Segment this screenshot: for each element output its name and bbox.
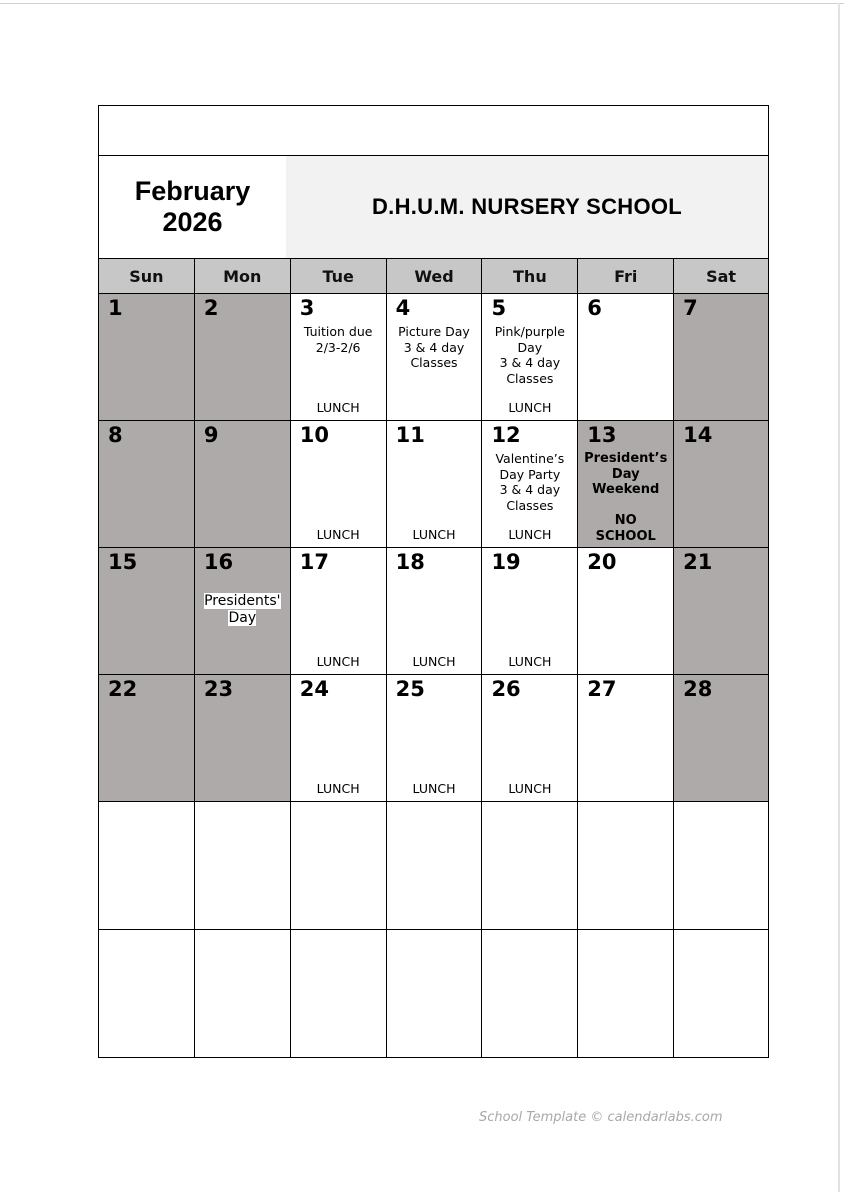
day-cell-12[interactable] bbox=[482, 421, 578, 548]
lunch-label: LUNCH bbox=[316, 527, 360, 542]
day-cell-26[interactable] bbox=[482, 675, 578, 802]
calendar-header bbox=[98, 156, 769, 258]
day-number: 21 bbox=[683, 550, 713, 574]
event-note: Valentine’s Day Party 3 & 4 day Classes bbox=[495, 451, 565, 513]
day-number: 12 bbox=[491, 423, 521, 447]
lunch-label: LUNCH bbox=[412, 654, 456, 669]
weekday-fri: Fri bbox=[578, 259, 674, 294]
day-cell-27[interactable] bbox=[578, 675, 674, 802]
empty-day-cell bbox=[195, 802, 291, 930]
holiday-label-line: Day bbox=[228, 610, 257, 626]
weekday-thu: Thu bbox=[482, 259, 578, 294]
page-top-edge bbox=[0, 3, 844, 4]
day-number: 25 bbox=[395, 677, 425, 701]
day-cell-28[interactable] bbox=[674, 675, 769, 802]
day-cell-10[interactable] bbox=[291, 421, 387, 548]
day-cell-18[interactable] bbox=[387, 548, 483, 675]
day-cell-14[interactable] bbox=[674, 421, 769, 548]
day-number: 18 bbox=[395, 550, 425, 574]
weekday-header-row bbox=[99, 259, 769, 294]
day-number: 26 bbox=[491, 677, 521, 701]
event-note: Pink/purple Day 3 & 4 day Classes bbox=[494, 324, 565, 386]
day-cell-2[interactable] bbox=[195, 294, 291, 421]
day-number: 1 bbox=[108, 296, 123, 320]
weekday-tue: Tue bbox=[291, 259, 387, 294]
day-number: 22 bbox=[108, 677, 138, 701]
weekday-wed: Wed bbox=[387, 259, 483, 294]
day-cell-3[interactable] bbox=[291, 294, 387, 421]
lunch-label: LUNCH bbox=[508, 781, 552, 796]
calendar bbox=[98, 105, 769, 1058]
week-row bbox=[99, 294, 769, 421]
calendar-banner bbox=[98, 105, 769, 156]
empty-day-cell bbox=[99, 930, 195, 1058]
day-number: 13 bbox=[587, 423, 617, 447]
month-title bbox=[99, 156, 286, 258]
day-cell-4[interactable] bbox=[387, 294, 483, 421]
empty-day-cell bbox=[291, 802, 387, 930]
day-number: 8 bbox=[108, 423, 123, 447]
day-cell-6[interactable] bbox=[578, 294, 674, 421]
day-cell-1[interactable] bbox=[99, 294, 195, 421]
day-number: 4 bbox=[395, 296, 411, 320]
empty-day-cell bbox=[674, 802, 769, 930]
lunch-label: LUNCH bbox=[316, 781, 360, 796]
day-cell-15[interactable] bbox=[99, 548, 195, 675]
empty-day-cell bbox=[674, 930, 769, 1058]
day-number: 5 bbox=[491, 296, 507, 320]
day-number: 9 bbox=[203, 423, 219, 447]
day-cell-16[interactable] bbox=[195, 548, 291, 675]
day-cell-8[interactable] bbox=[99, 421, 195, 548]
day-cell-23[interactable] bbox=[195, 675, 291, 802]
empty-day-cell bbox=[578, 930, 674, 1058]
month-name: February bbox=[134, 176, 251, 206]
calendar-grid bbox=[98, 258, 769, 1058]
day-number: 2 bbox=[203, 296, 219, 320]
day-number: 28 bbox=[683, 677, 713, 701]
holiday-label-line: Presidents' bbox=[204, 593, 281, 609]
week-row bbox=[99, 930, 769, 1058]
lunch-label: LUNCH bbox=[508, 654, 552, 669]
month-year: 2026 bbox=[162, 207, 223, 237]
lunch-label: LUNCH bbox=[508, 400, 552, 415]
weekday-sat: Sat bbox=[674, 259, 769, 294]
lunch-label: LUNCH bbox=[316, 654, 360, 669]
empty-day-cell bbox=[99, 802, 195, 930]
empty-day-cell bbox=[482, 802, 578, 930]
footer-credit: School Template © calendarlabs.com bbox=[479, 1110, 723, 1125]
day-number: 6 bbox=[587, 296, 602, 320]
empty-day-cell bbox=[291, 930, 387, 1058]
empty-day-cell bbox=[387, 930, 483, 1058]
day-cell-19[interactable] bbox=[482, 548, 578, 675]
day-number: 10 bbox=[299, 423, 329, 447]
holiday-note: President’s Day Weekend NO SCHOOL bbox=[584, 451, 668, 544]
day-number: 14 bbox=[683, 423, 713, 447]
day-number: 16 bbox=[203, 550, 234, 574]
week-row bbox=[99, 802, 769, 930]
day-cell-9[interactable] bbox=[195, 421, 291, 548]
day-number: 3 bbox=[299, 296, 315, 320]
empty-day-cell bbox=[578, 802, 674, 930]
event-note: Tuition due 2/3-2/6 bbox=[303, 324, 373, 355]
holiday-label bbox=[195, 593, 290, 627]
school-name: D.H.U.M. NURSERY SCHOOL bbox=[286, 156, 768, 258]
lunch-label: LUNCH bbox=[508, 527, 552, 542]
week-row bbox=[99, 675, 769, 802]
day-cell-5[interactable] bbox=[482, 294, 578, 421]
day-number: 20 bbox=[587, 550, 617, 574]
day-number: 17 bbox=[299, 550, 329, 574]
empty-day-cell bbox=[387, 802, 483, 930]
weekday-sun: Sun bbox=[99, 259, 195, 294]
empty-day-cell bbox=[482, 930, 578, 1058]
day-number: 27 bbox=[587, 677, 617, 701]
lunch-label: LUNCH bbox=[412, 527, 456, 542]
day-cell-21[interactable] bbox=[674, 548, 769, 675]
day-cell-7[interactable] bbox=[674, 294, 769, 421]
day-cell-11[interactable] bbox=[387, 421, 483, 548]
day-cell-24[interactable] bbox=[291, 675, 387, 802]
day-cell-17[interactable] bbox=[291, 548, 387, 675]
day-cell-20[interactable] bbox=[578, 548, 674, 675]
day-number: 19 bbox=[491, 550, 521, 574]
day-number: 11 bbox=[395, 423, 425, 447]
weekday-mon: Mon bbox=[195, 259, 291, 294]
week-row bbox=[99, 548, 769, 675]
week-row bbox=[99, 421, 769, 548]
day-number: 7 bbox=[683, 296, 698, 320]
page-right-edge bbox=[838, 3, 840, 1192]
day-number: 24 bbox=[299, 677, 329, 701]
event-note: Picture Day 3 & 4 day Classes bbox=[398, 324, 470, 370]
day-cell-25[interactable] bbox=[387, 675, 483, 802]
day-number: 23 bbox=[203, 677, 234, 701]
day-number: 15 bbox=[108, 550, 138, 574]
lunch-label: LUNCH bbox=[316, 400, 360, 415]
empty-day-cell bbox=[195, 930, 291, 1058]
day-cell-13[interactable] bbox=[578, 421, 674, 548]
lunch-label: LUNCH bbox=[412, 781, 456, 796]
day-cell-22[interactable] bbox=[99, 675, 195, 802]
